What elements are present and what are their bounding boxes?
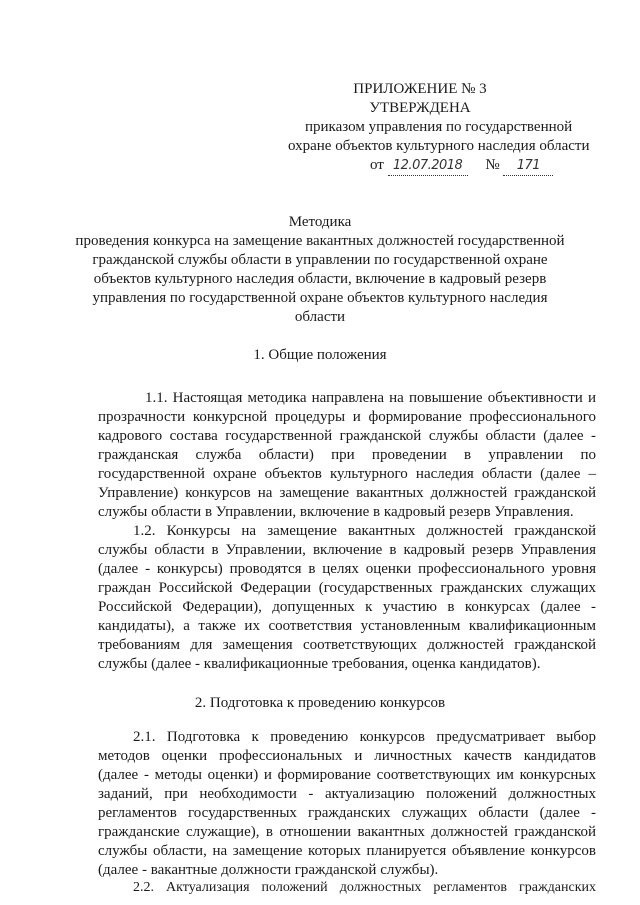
paragraph-line: кадрового состава государственной гражданской службы области (далее - [98,428,596,444]
paragraph-line: граждан Российской Федерации (государственных гражданских служащих [98,580,596,596]
paragraph-line: требованиям для замещения соответствующих должностей гражданской [98,637,596,653]
paragraph-line: Управление) конкурсов на замещение вакантных должностей гражданской [98,485,596,501]
section-heading: 2. Подготовка к проведению конкурсов [194,695,446,711]
title-line: области [294,309,346,325]
date-field [388,156,468,176]
appendix-label: ПРИЛОЖЕНИЕ № 3 [353,81,487,97]
paragraph-line: (далее - конкурсы) проводятся в целях оценки профессионального уровня [98,561,596,577]
paragraph-line: 2.2. Актуализация положений должностных регламентов гражданских [133,880,596,895]
date-handwritten: 12.07.2018 [392,158,463,173]
paragraph-line: прозрачности конкурсной процедуры и формирование профессионального [98,409,596,425]
paragraph-line: службы области в Управлении, включение в кадровый резерв Управления. [98,504,574,520]
paragraph-line: гражданская служба области) при проведении в управлении по [98,447,596,463]
paragraph-line: (далее - методы оценки) и формирование соответствующих им конкурсных [98,767,596,783]
paragraph-line: государственной охране объектов культурного наследия области (далее – [98,466,596,482]
paragraph-line: службы области в Управлении, включение в кадровый резерв Управления [98,542,596,558]
paragraph-line: методов оценки профессиональных и личностных качеств кандидатов [98,748,596,764]
title-line: объектов культурного наследия области, включение в кадровый резерв [93,271,547,287]
paragraph-line: (далее - вакантные должности гражданской службы). [98,862,439,878]
paragraph-line: кандидаты), а также их соответствия установленным квалификационным [98,618,596,634]
order-line-1: приказом управления по государственной [305,119,573,135]
order-line-2: охране объектов культурного наследия области [288,138,590,154]
approved-label: УТВЕРЖДЕНА [369,100,471,116]
number-prefix: № [485,157,500,173]
number-handwritten: 171 [516,158,541,173]
order-date-line [370,156,553,176]
title-line: управления по государственной охране объектов культурного наследия [92,290,548,306]
paragraph-line: 1.2. Конкурсы на замещение вакантных должностей гражданской [133,523,596,539]
title-line: проведения конкурса на замещение вакантных должностей государственной [75,233,565,249]
paragraph-line: гражданские служащие), в отношении вакантных должностей гражданской [98,824,596,840]
paragraph-line: заданий, при необходимости - актуализацию положений должностных [98,786,596,802]
paragraph-line: службы области, на замещение которых планируется объявление конкурсов [98,843,596,859]
paragraph-line: службы (далее - квалификационные требования, оценка кандидатов). [98,656,541,672]
date-prefix: от [370,157,384,173]
paragraph-line: Российской Федерации), допущенных к участию в конкурсах (далее - [98,599,596,615]
section-heading: 1. Общие положения [253,347,387,363]
paragraph-line: регламентов государственных гражданских служащих области (далее - [98,805,596,821]
number-field [503,156,553,176]
paragraph-line: 2.1. Подготовка к проведению конкурсов предусматривает выбор [133,729,596,745]
document-title: Методика [288,214,352,230]
title-line: гражданской службы области в управлении по государственной охране [92,252,548,268]
paragraph-line: 1.1. Настоящая методика направлена на повышение объективности и [145,390,596,406]
